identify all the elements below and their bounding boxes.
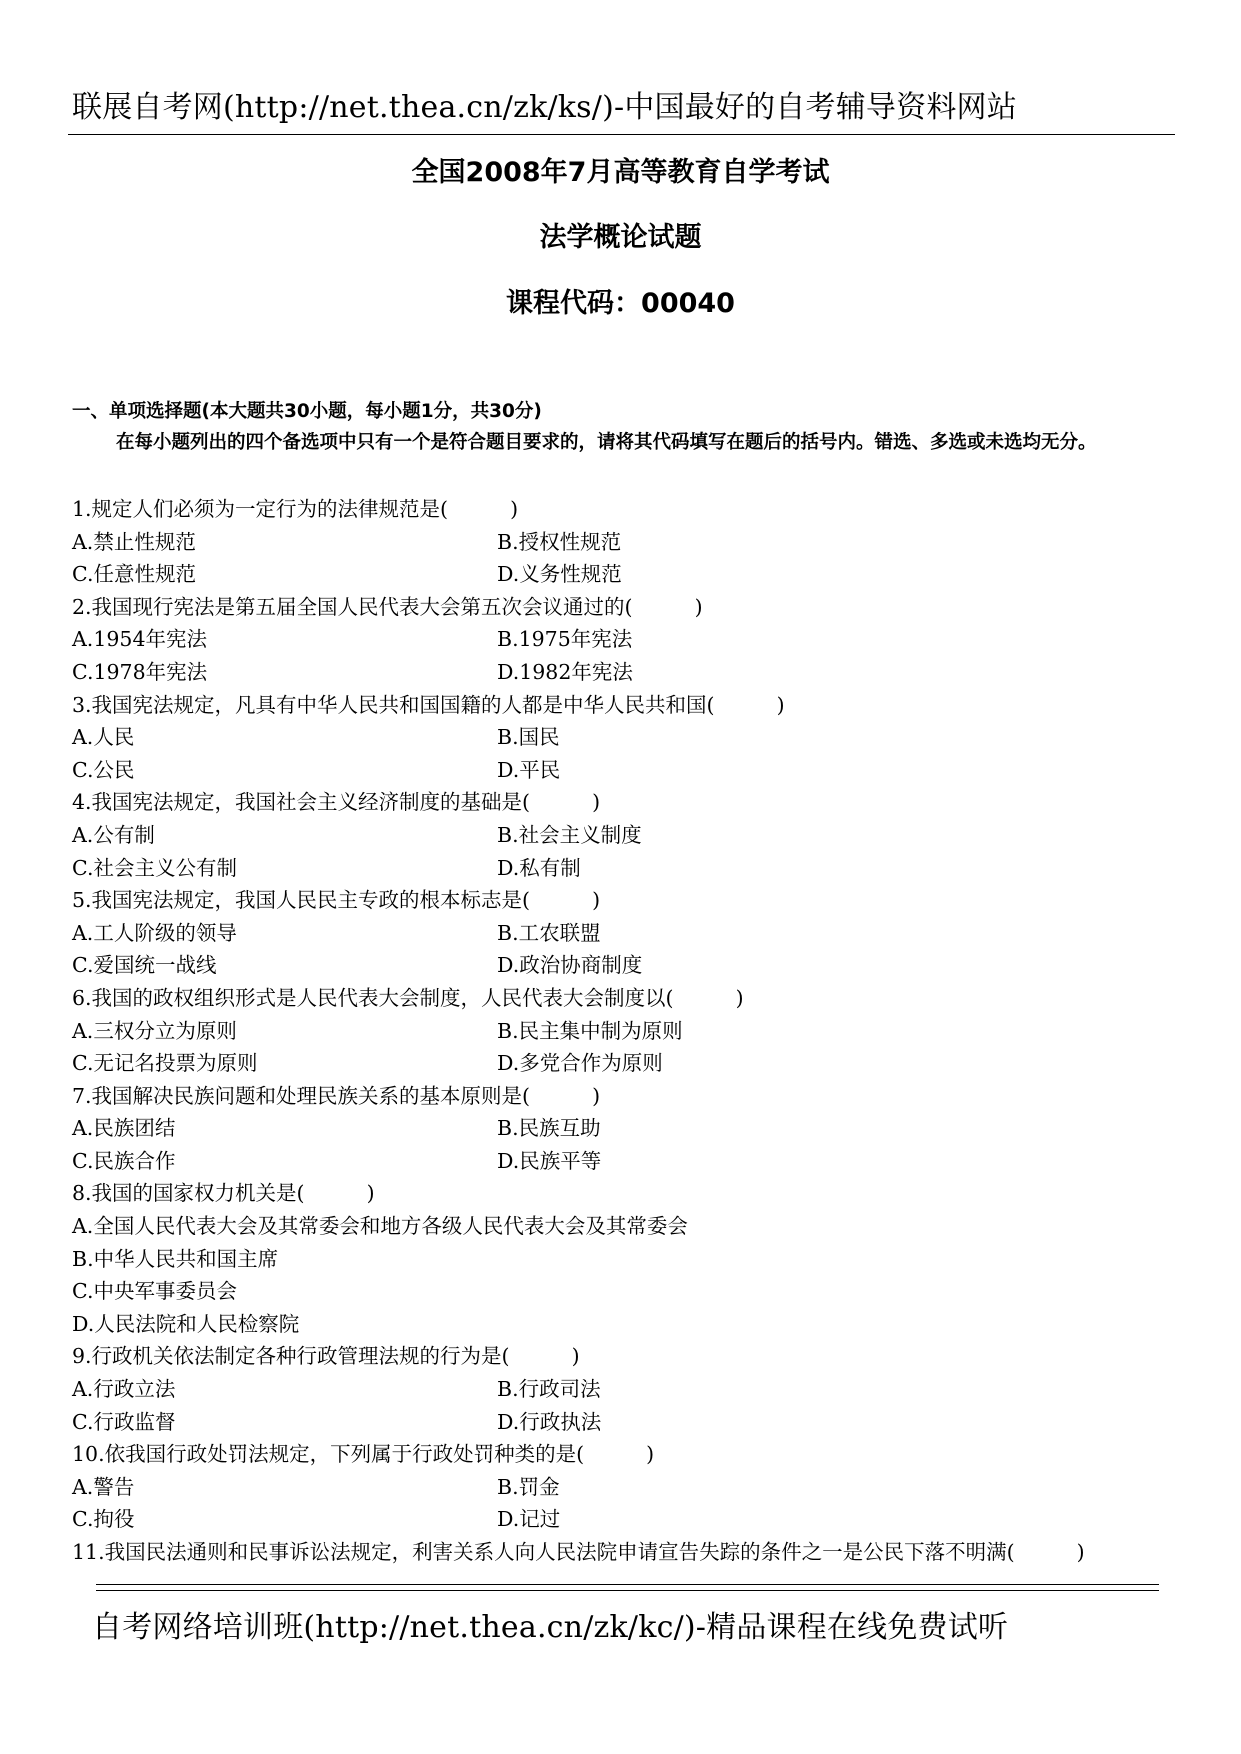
option-row — [72, 1047, 1182, 1080]
question-stem — [72, 1177, 1182, 1210]
question-text: 2.我国现行宪法是第五届全国人民代表大会第五次会议通过的( — [72, 594, 633, 619]
answer-option: D.义务性规范 — [497, 562, 622, 587]
option-row — [72, 754, 1182, 787]
course-code: 课程代码：00040 — [506, 288, 735, 319]
subject-title: 法学概论试题 — [539, 222, 702, 253]
section-heading: 一、单项选择题(本大题共30小题，每小题1分，共30分) — [72, 401, 542, 422]
answer-option: D.行政执法 — [497, 1409, 602, 1434]
answer-option: A.行政立法 — [72, 1377, 176, 1402]
answer-option: B.授权性规范 — [497, 529, 622, 554]
answer-option: D.私有制 — [497, 855, 581, 880]
question-text: 6.我国的政权组织形式是人民代表大会制度，人民代表大会制度以( — [72, 985, 674, 1010]
option-row — [72, 1471, 1182, 1504]
answer-option: C.社会主义公有制 — [72, 855, 237, 880]
answer-bracket-close: ) — [694, 594, 703, 619]
option-row — [72, 623, 1182, 656]
question-text: 11.我国民法通则和民事诉讼法规定，利害关系人向人民法院申请宣告失踪的条件之一是公民下落不明满( — [72, 1540, 1015, 1564]
question-text: 5.我国宪法规定，我国人民民主专政的根本标志是( — [72, 888, 531, 913]
answer-option: A.1954年宪法 — [72, 627, 207, 652]
option-row — [72, 1373, 1182, 1406]
site-header: 联展自考网(http://net.thea.cn/zk/ks/)-中国最好的自考辅导资料网站 — [72, 90, 1017, 125]
header-divider — [68, 134, 1175, 135]
answer-bracket-close: ) — [510, 497, 519, 521]
answer-option: A.全国人民代表大会及其常委会和地方各级人民代表大会及其常委会 — [72, 1214, 688, 1239]
answer-option: C.民族合作 — [72, 1148, 176, 1173]
answer-option: C.中央军事委员会 — [72, 1279, 237, 1304]
answer-option: B.民主集中制为原则 — [497, 1018, 683, 1043]
answer-bracket-close: ) — [646, 1442, 655, 1467]
option-row — [72, 819, 1182, 852]
answer-option: C.1978年宪法 — [72, 659, 208, 684]
answer-option: A.工人阶级的领导 — [72, 920, 237, 945]
answer-option: B.行政司法 — [497, 1377, 601, 1402]
answer-bracket-close: ) — [366, 1181, 375, 1206]
answer-option: D.多党合作为原则 — [497, 1051, 663, 1076]
answer-option: D.记过 — [497, 1507, 561, 1532]
option-row — [72, 1015, 1182, 1048]
option-row — [72, 1503, 1182, 1536]
answer-option: C.无记名投票为原则 — [72, 1051, 258, 1076]
question-text: 8.我国的国家权力机关是( — [72, 1181, 305, 1206]
answer-option: D.平民 — [497, 757, 561, 782]
question-stem — [72, 1340, 1182, 1373]
answer-option: A.禁止性规范 — [72, 529, 196, 554]
answer-option: D.政治协商制度 — [497, 953, 643, 978]
question-stem — [72, 1536, 1182, 1569]
footer-divider — [96, 1584, 1159, 1591]
question-stem — [72, 884, 1182, 917]
answer-option: A.警告 — [72, 1474, 135, 1499]
answer-option: C.任意性规范 — [72, 562, 196, 587]
answer-option: D.人民法院和人民检察院 — [72, 1311, 300, 1336]
answer-option: B.中华人民共和国主席 — [72, 1246, 279, 1271]
question-text: 3.我国宪法规定，凡具有中华人民共和国国籍的人都是中华人民共和国( — [72, 692, 715, 717]
answer-option: C.爱国统一战线 — [72, 953, 217, 978]
answer-bracket-close: ) — [571, 1344, 580, 1369]
option-row — [72, 1406, 1182, 1439]
answer-option: D.民族平等 — [497, 1148, 602, 1173]
option-row — [72, 558, 1182, 591]
option-row — [72, 852, 1182, 885]
answer-option: B.1975年宪法 — [497, 627, 633, 652]
question-stem — [72, 1080, 1182, 1113]
question-stem — [72, 689, 1182, 722]
answer-bracket-close: ) — [1076, 1540, 1085, 1564]
answer-option: B.罚金 — [497, 1474, 560, 1499]
question-stem — [72, 493, 1182, 526]
option-row — [72, 949, 1182, 982]
question-list — [72, 493, 1182, 1569]
section-instructions: 在每小题列出的四个备选项中只有一个是符合题目要求的，请将其代码填写在题后的括号内。错选、多选或未选均无分。 — [116, 432, 1097, 453]
answer-option: B.工农联盟 — [497, 920, 601, 945]
question-text: 9.行政机关依法制定各种行政管理法规的行为是( — [72, 1344, 510, 1369]
option-row — [72, 721, 1182, 754]
answer-bracket-close: ) — [592, 790, 601, 815]
question-text: 7.我国解决民族问题和处理民族关系的基本原则是( — [72, 1083, 531, 1108]
answer-bracket-close: ) — [735, 985, 744, 1010]
exam-title: 全国2008年7月高等教育自学考试 — [411, 157, 830, 188]
answer-option: A.公有制 — [72, 822, 155, 847]
option-row — [72, 1145, 1182, 1178]
answer-option: B.国民 — [497, 725, 560, 750]
answer-option: B.民族互助 — [497, 1116, 601, 1141]
answer-option: A.三权分立为原则 — [72, 1018, 237, 1043]
answer-option: C.拘役 — [72, 1507, 135, 1532]
question-stem — [72, 982, 1182, 1015]
option-row — [72, 917, 1182, 950]
question-text: 4.我国宪法规定，我国社会主义经济制度的基础是( — [72, 790, 531, 815]
answer-option: B.社会主义制度 — [497, 822, 642, 847]
answer-bracket-close: ) — [592, 888, 601, 913]
option-row — [72, 526, 1182, 559]
answer-option: C.行政监督 — [72, 1409, 176, 1434]
answer-option: D.1982年宪法 — [497, 659, 633, 684]
answer-option: C.公民 — [72, 757, 135, 782]
option-row — [72, 1112, 1182, 1145]
answer-bracket-close: ) — [592, 1083, 601, 1108]
option-row — [72, 656, 1182, 689]
answer-option: A.人民 — [72, 725, 135, 750]
question-stem — [72, 591, 1182, 624]
site-footer: 自考网络培训班(http://net.thea.cn/zk/kc/)-精品课程在线免费试听 — [92, 1610, 1009, 1645]
answer-option: A.民族团结 — [72, 1116, 176, 1141]
question-stem — [72, 1438, 1182, 1471]
question-stem — [72, 786, 1182, 819]
question-text: 1.规定人们必须为一定行为的法律规范是( — [72, 497, 449, 521]
answer-bracket-close: ) — [776, 692, 785, 717]
question-text: 10.依我国行政处罚法规定，下列属于行政处罚种类的是( — [72, 1442, 585, 1467]
